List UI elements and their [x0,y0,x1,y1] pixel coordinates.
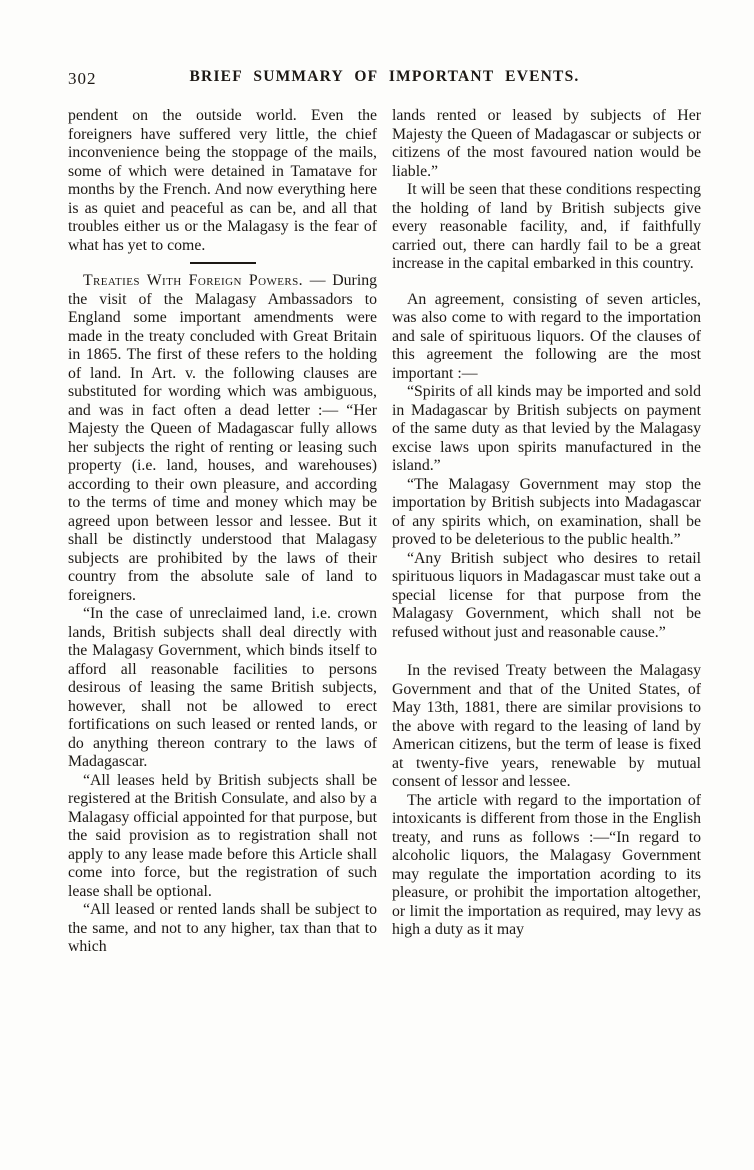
section-body-text: — During the visit of the Malagasy Ambassadors to England some important amendments were made in the treaty concluded with Great Britain in 1865. The first of these refers to the holding of land. In Art. v. the following clauses are substituted for wording which was ambiguous, and was in fact often a dead letter :— “Her Majesty the Queen of Madagascar fully allows her subjects the right of renting or leasing such property (i.e. land, houses, and warehouses) according to their own pleasure, and according to the terms of time and money which may be agreed upon between lessor and lessee. But it shall be distinctly understood that Malagasy subjects are prohibited by the laws of their country from the absolute sale of land to foreigners. [68,272,378,604]
section-heading: Treaties With Foreign Powers. [83,272,303,289]
right-column [392,107,701,957]
paragraph-agreement: An agreement, consisting of seven articles, was also come to with regard to the importation and sale of spirituous liquors. Of the clauses of this agreement the following are the most important :— [392,290,701,382]
paragraph-conditions: It will be seen that these conditions respecting the holding of land by British subjects give every reasonable facility, and, if faithfully carried out, there can hardly fail to be a great increase in the capital embarked in this country. [392,181,701,272]
paragraph-continuation-right: lands rented or leased by subjects of Her Majesty the Queen of Madagascar or subjects or citizens of the most favoured nation would be liable.” [392,107,701,180]
paragraph-unreclaimed-land: “In the case of unreclaimed land, i.e. crown lands, British subjects shall deal directly with the Malagasy Government, which binds itself to afford all reasonable facilities to persons desirous of leasing the same British subjects, however, shall not be allowed to erect fortifications on such leased or rented lands, or do anything thereon contrary to the laws of Madagascar. [68,605,377,770]
text-columns [68,107,701,957]
paragraph-stop-importation: “The Malagasy Government may stop the importation by British subjects into Madagascar of any spirits which, on examination, shall be proved to be deleterious to the public health.” [392,475,701,548]
paragraph-retail-license: “Any British subject who desires to retail spirituous liquors in Madagascar must take out a special license for that purpose from the Malagasy Government, which shall not be refused without just and reasonable cause.” [392,549,701,641]
left-column [68,107,377,957]
paragraph-leases-registered: “All leases held by British subjects shall be registered at the British Consulate, and also by a Malagasy official appointed for that purpose, but the said provision as to registration shall not apply to any lease made before this Article shall come into force, but the registration of such lease shall be optional. [68,771,377,900]
section-divider [190,262,256,264]
paragraph-intoxicants: The article with regard to the importation of intoxicants is different from those in the English treaty, and runs as follows :—“In regard to alcoholic liquors, the Malagasy Government may regulate the importation acording to its pleasure, or prohibit the importation altogether, or limit the importation as required, may levy as high a duty as it may [392,791,701,938]
running-title: BRIEF SUMMARY OF IMPORTANT EVENTS. [189,68,580,85]
paragraph-continuation-left: pendent on the outside world. Even the foreigners have suffered very little, the chief inconvenience being the stoppage of the mails, some of which were detained in Tamatave for months by the French. And now everything here is as quiet and peaceful as can be, and all that troubles either us or the Malagasy is the fear of what has yet to come. [68,107,377,254]
treaties-section-paragraph [68,272,377,605]
page-header [68,68,701,90]
paragraph-leased-rented-lands: “All leased or rented lands shall be subject to the same, and not to any higher, tax than that to which [68,901,377,955]
paragraph-us-treaty: In the revised Treaty between the Malagasy Government and that of the United States, of May 13th, 1881, there are similar provisions to the above with regard to the leasing of land by American citizens, but the term of lease is fixed at twenty-five years, renewable by mutual consent of lessor and lessee. [392,662,701,790]
paragraph-spirits-imported: “Spirits of all kinds may be imported and sold in Madagascar by British subjects on payment of the same duty as that levied by the Malagasy excise laws upon spirits manufactured in the island.” [392,383,701,474]
page-number: 302 [68,69,97,88]
